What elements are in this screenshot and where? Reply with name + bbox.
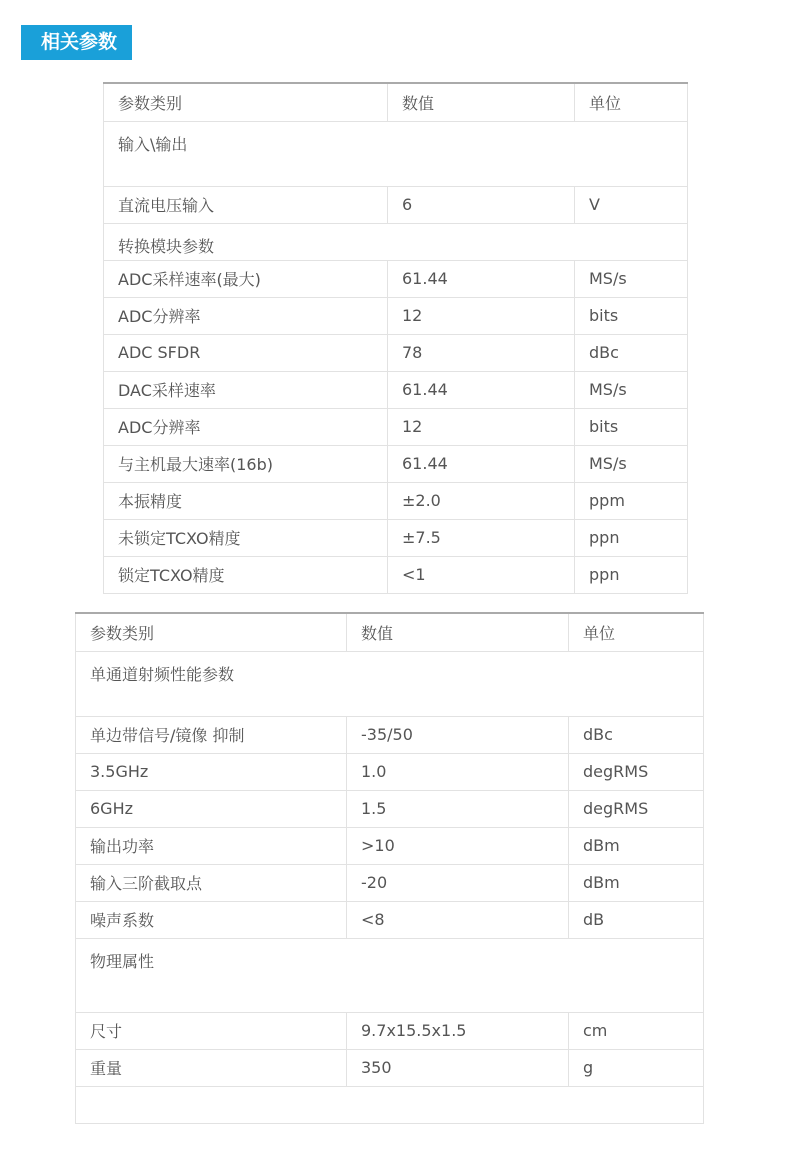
table-row: [104, 371, 688, 408]
cell-unit: degRMS: [569, 753, 704, 790]
cell-value: <1: [388, 556, 575, 593]
table-row: [76, 790, 704, 827]
section-header-title: 相关参数: [41, 31, 118, 53]
table-row: [104, 186, 688, 223]
cell-unit: MS/s: [575, 445, 688, 482]
cell-unit: dB: [569, 901, 704, 938]
section-label: [76, 1086, 704, 1123]
cell-unit: ppm: [575, 482, 688, 519]
cell-category: 单边带信号/镜像 抑制: [76, 716, 347, 753]
cell-value: >10: [347, 827, 569, 864]
cell-unit: MS/s: [575, 260, 688, 297]
section-row: [104, 223, 688, 260]
section-row: [104, 121, 688, 186]
cell-category: DAC采样速率: [104, 371, 388, 408]
cell-value: 61.44: [388, 445, 575, 482]
table-row: [76, 864, 704, 901]
cell-unit: dBm: [569, 827, 704, 864]
section-label: 单通道射频性能参数: [76, 651, 704, 716]
cell-category: 重量: [76, 1049, 347, 1086]
cell-unit: ppn: [575, 556, 688, 593]
column-header-value: 数值: [388, 83, 575, 121]
spec-table-rf-physical: [75, 612, 704, 1124]
cell-unit: MS/s: [575, 371, 688, 408]
cell-unit: ppn: [575, 519, 688, 556]
cell-unit: dBc: [569, 716, 704, 753]
cell-value: 12: [388, 408, 575, 445]
cell-value: 350: [347, 1049, 569, 1086]
cell-category: 本振精度: [104, 482, 388, 519]
table-row: [104, 334, 688, 371]
cell-value: -35/50: [347, 716, 569, 753]
cell-unit: cm: [569, 1012, 704, 1049]
table-row: [76, 716, 704, 753]
cell-value: ±7.5: [388, 519, 575, 556]
cell-unit: bits: [575, 408, 688, 445]
spec-table-io-conversion: [103, 82, 688, 594]
table-row: [104, 556, 688, 593]
table-row: [104, 445, 688, 482]
section-header: [21, 25, 132, 60]
section-label: 物理属性: [76, 938, 704, 1012]
cell-category: 输出功率: [76, 827, 347, 864]
section-label: 输入\输出: [104, 121, 688, 186]
cell-value: <8: [347, 901, 569, 938]
section-label: 转换模块参数: [104, 223, 688, 260]
column-header-category: 参数类别: [104, 83, 388, 121]
cell-category: 未锁定TCXO精度: [104, 519, 388, 556]
table-row: [76, 901, 704, 938]
table-row: [76, 1049, 704, 1086]
cell-value: 61.44: [388, 260, 575, 297]
cell-category: 3.5GHz: [76, 753, 347, 790]
cell-unit: g: [569, 1049, 704, 1086]
table-row: [104, 408, 688, 445]
cell-category: ADC分辨率: [104, 297, 388, 334]
cell-value: 1.5: [347, 790, 569, 827]
cell-category: 与主机最大速率(16b): [104, 445, 388, 482]
cell-value: ±2.0: [388, 482, 575, 519]
cell-unit: degRMS: [569, 790, 704, 827]
column-header-value: 数值: [347, 613, 569, 651]
column-header-unit: 单位: [569, 613, 704, 651]
cell-value: 9.7x15.5x1.5: [347, 1012, 569, 1049]
cell-category: 6GHz: [76, 790, 347, 827]
cell-category: 尺寸: [76, 1012, 347, 1049]
cell-value: 6: [388, 186, 575, 223]
section-row: [76, 938, 704, 1012]
cell-value: 61.44: [388, 371, 575, 408]
cell-value: -20: [347, 864, 569, 901]
table-row: [104, 260, 688, 297]
table-row: [76, 753, 704, 790]
cell-value: 12: [388, 297, 575, 334]
section-row: [76, 1086, 704, 1123]
table-header-row: [76, 613, 704, 651]
section-row: [76, 651, 704, 716]
table-header-row: [104, 83, 688, 121]
table-row: [104, 297, 688, 334]
cell-category: ADC分辨率: [104, 408, 388, 445]
cell-category: 锁定TCXO精度: [104, 556, 388, 593]
cell-unit: dBc: [575, 334, 688, 371]
table-row: [76, 1012, 704, 1049]
cell-category: ADC SFDR: [104, 334, 388, 371]
table-row: [104, 519, 688, 556]
cell-category: 输入三阶截取点: [76, 864, 347, 901]
cell-category: ADC采样速率(最大): [104, 260, 388, 297]
cell-unit: V: [575, 186, 688, 223]
cell-category: 噪声系数: [76, 901, 347, 938]
cell-category: 直流电压输入: [104, 186, 388, 223]
table-row: [104, 482, 688, 519]
cell-unit: bits: [575, 297, 688, 334]
cell-unit: dBm: [569, 864, 704, 901]
table-row: [76, 827, 704, 864]
column-header-category: 参数类别: [76, 613, 347, 651]
cell-value: 78: [388, 334, 575, 371]
cell-value: 1.0: [347, 753, 569, 790]
column-header-unit: 单位: [575, 83, 688, 121]
